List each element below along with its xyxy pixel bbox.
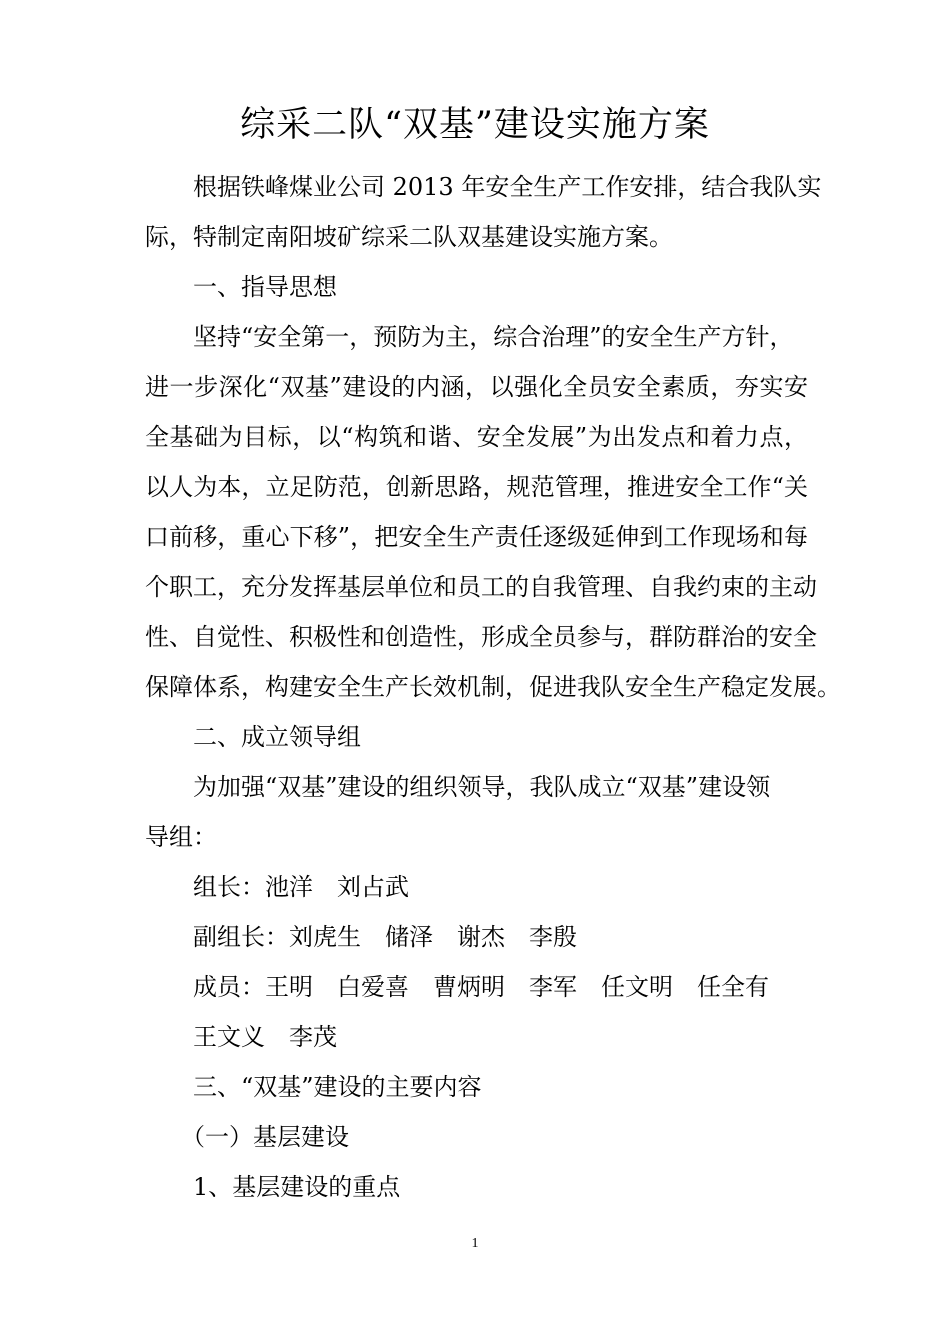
section-1-line-5: 口前移，重心下移”，把安全生产责任逐级延伸到工作现场和每 <box>145 523 808 551</box>
member-name: 任全有 <box>697 973 769 1001</box>
deputy-label: 副组长： <box>193 923 289 951</box>
section-3-heading: 三、“双基”建设的主要内容 <box>193 1073 482 1101</box>
section-2-line-1: 为加强“双基”建设的组织领导，我队成立“双基”建设领 <box>193 773 771 801</box>
intro-line-1: 根据铁峰煤业公司 2013 年安全生产工作安排，结合我队实 <box>193 173 822 201</box>
member-name: 李茂 <box>289 1023 337 1051</box>
section-1-heading: 一、指导思想 <box>193 273 337 301</box>
section-2-heading: 二、成立领导组 <box>193 723 361 751</box>
section-3-item-1: 1、基层建设的重点 <box>193 1173 401 1201</box>
deputy-name: 储泽 <box>385 923 433 951</box>
members-row-1 <box>193 972 769 1002</box>
leader-row <box>193 872 409 902</box>
deputy-name: 李殷 <box>529 923 577 951</box>
member-name: 白爱喜 <box>337 973 409 1001</box>
deputy-row <box>193 922 577 952</box>
section-1-line-3: 全基础为目标，以“构筑和谐、安全发展”为出发点和着力点， <box>145 423 808 451</box>
section-1-line-8: 保障体系，构建安全生产长效机制，促进我队安全生产稳定发展。 <box>145 673 841 701</box>
page-number: 1 <box>471 1236 479 1251</box>
deputy-name: 谢杰 <box>457 923 505 951</box>
section-3-subheading: （一）基层建设 <box>181 1123 349 1151</box>
member-name: 曹炳明 <box>433 973 505 1001</box>
document-title: 综采二队“双基”建设实施方案 <box>240 105 710 145</box>
member-name: 王明 <box>265 973 313 1001</box>
deputy-name: 刘虎生 <box>289 923 361 951</box>
member-name: 任文明 <box>601 973 673 1001</box>
section-1-line-6: 个职工，充分发挥基层单位和员工的自我管理、自我约束的主动 <box>145 573 817 601</box>
member-name: 李军 <box>529 973 577 1001</box>
section-2-line-2: 导组： <box>145 823 217 851</box>
members-label: 成员： <box>193 973 265 1001</box>
intro-line-2: 际，特制定南阳坡矿综采二队双基建设实施方案。 <box>145 223 673 251</box>
leader-label: 组长： <box>193 873 265 901</box>
members-row-2 <box>193 1022 337 1052</box>
leader-name: 刘占武 <box>337 873 409 901</box>
section-1-line-2: 进一步深化“双基”建设的内涵，以强化全员安全素质，夯实安 <box>145 373 808 401</box>
leader-name: 池洋 <box>265 873 313 901</box>
section-1-line-7: 性、自觉性、积极性和创造性，形成全员参与，群防群治的安全 <box>145 623 817 651</box>
section-1-line-4: 以人为本，立足防范，创新思路，规范管理，推进安全工作“关 <box>145 473 808 501</box>
member-name: 王文义 <box>193 1023 265 1051</box>
section-1-line-1: 坚持“安全第一，预防为主，综合治理”的安全生产方针， <box>193 323 794 351</box>
